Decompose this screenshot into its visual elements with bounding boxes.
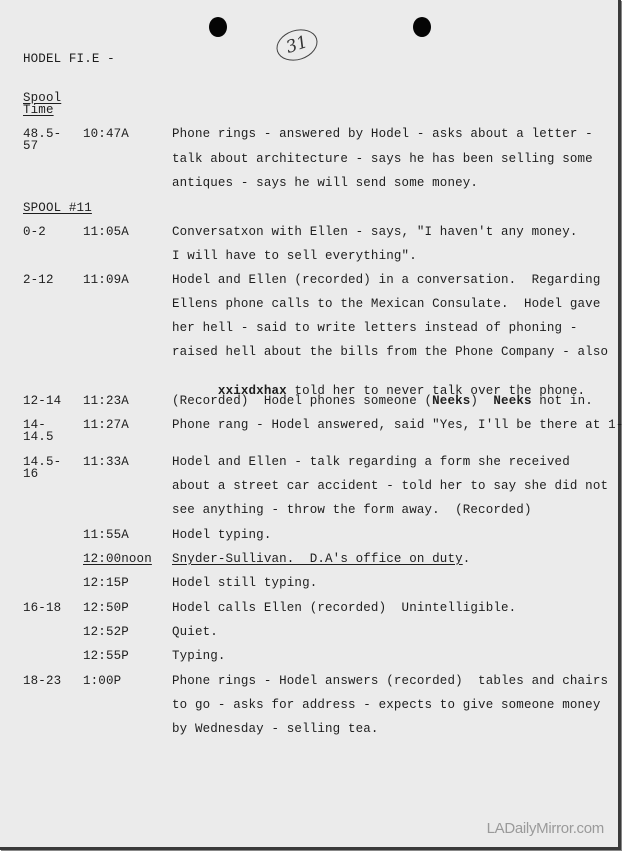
entry-text-line [172,552,470,566]
entry-text-line: raised hell about the bills from the Phone Company - also [172,345,609,359]
section-heading-spool-11: SPOOL #11 [23,201,92,215]
spool-range: 14.5- [23,455,62,469]
entry-text-line: Typing. [172,649,226,663]
entry-time: 11:05A [83,225,129,239]
punch-hole-left [209,17,227,37]
spool-range: 0-2 [23,225,46,239]
entry-time: 11:09A [83,273,129,287]
punch-hole-right [413,17,431,37]
column-header-time: Time [23,103,54,117]
entry-text-line: by Wednesday - selling tea. [172,722,379,736]
entry-time: 11:27A [83,418,129,432]
spool-range-cont: 57 [23,139,39,153]
entry-text-line: see anything - throw the form away. (Recorded) [172,503,532,517]
spool-range: 12-14 [23,394,62,408]
entry-text-line: Conversatxon with Ellen - says, "I haven't any money. [172,225,578,239]
spool-range: 16-18 [23,601,62,615]
entry-text-line: Hodel calls Ellen (recorded) Unintelligible. [172,601,517,615]
entry-time: 12:00noon [83,552,152,566]
entry-text-line: her hell - said to write letters instead of phoning - [172,321,578,335]
column-header-spool: Spool [23,91,62,105]
entry-time: 11:23A [83,394,129,408]
entry-time: 10:47A [83,127,129,141]
handwritten-page-number: 31 [272,24,321,66]
entry-time: 11:55A [83,528,129,542]
entry-text-line: antiques - says he will send some money. [172,176,479,190]
entry-time: 12:52P [83,625,129,639]
spool-range-cont: 14.5 [23,430,54,444]
entry-text-line: Ellens phone calls to the Mexican Consulate. Hodel gave [172,297,601,311]
entry-text: (Recorded) Hodel phones someone ( [172,394,433,408]
entry-text-line: Phone rang - Hodel answered, said "Yes, I'll be there at 1- [172,418,624,432]
entry-text-line: Hodel and Ellen - talk regarding a form she received [172,455,570,469]
entry-time: 1:00P [83,674,122,688]
entry-text-line: to go - asks for address - expects to give someone money [172,698,601,712]
name-neeks: Neeks [432,394,471,408]
typed-strikeout: xxixdxhax [217,384,287,398]
entry-text-line: about a street car accident - told her to say she did not [172,479,609,493]
spool-range: 48.5- [23,127,62,141]
entry-text-line: I will have to sell everything". [172,249,417,263]
name-neeks: Neeks [493,394,532,408]
entry-time: 12:50P [83,601,129,615]
entry-text-line: Hodel still typing. [172,576,318,590]
spool-range: 2-12 [23,273,54,287]
entry-text-line [172,394,593,408]
entry-text: Snyder-Sullivan. D.A's office on duty [172,552,463,566]
spool-range-cont: 16 [23,467,39,481]
spool-range: 18-23 [23,674,62,688]
entry-text-line: Phone rings - Hodel answers (recorded) tables and chairs [172,674,609,688]
document-title: HODEL FI.E - [23,52,115,66]
entry-text: ) [470,394,494,408]
entry-time: 12:55P [83,649,129,663]
entry-time: 12:15P [83,576,129,590]
entry-text-line: Hodel and Ellen (recorded) in a conversation. Regarding [172,273,601,287]
entry-text-line: Phone rings - answered by Hodel - asks about a letter - [172,127,593,141]
entry-text-line: Quiet. [172,625,218,639]
entry-text-line: Hodel typing. [172,528,272,542]
entry-time: 11:33A [83,455,129,469]
spool-range: 14- [23,418,46,432]
watermark: LADailyMirror.com [486,820,604,837]
entry-text: told her to never talk over the phone. [294,384,586,398]
entry-text: not in. [531,394,593,408]
entry-text-period: . [462,552,471,566]
entry-text-line: talk about architecture - says he has been selling some [172,152,593,166]
